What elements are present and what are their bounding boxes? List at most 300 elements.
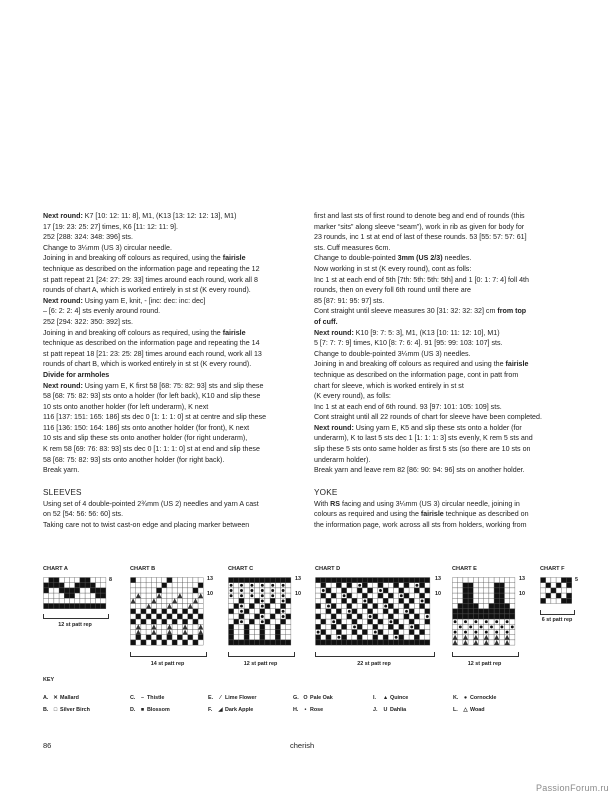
chart-cell	[458, 593, 463, 598]
chart-cell	[342, 614, 347, 619]
chart-cell	[567, 588, 572, 593]
chart-cell	[468, 635, 473, 640]
chart-cell	[567, 593, 572, 598]
chart-cell	[162, 640, 167, 645]
left_column-line	[43, 433, 326, 444]
chart-cell	[347, 583, 352, 588]
watermark: PassionForum.ru	[535, 783, 609, 793]
chart-dot	[282, 599, 285, 602]
chart-cell	[505, 588, 510, 593]
key-item-name: Woad	[470, 707, 485, 713]
chart-cell	[331, 604, 336, 609]
chart-cell	[326, 619, 331, 624]
chart-cell	[473, 583, 478, 588]
chart-cell	[383, 588, 388, 593]
chart-cell	[249, 614, 254, 619]
chart-cell	[394, 588, 399, 593]
chart-dot	[379, 589, 382, 592]
chart-cell	[352, 604, 357, 609]
right_column-line	[314, 465, 597, 476]
chart-dot	[415, 584, 418, 587]
chart-cell	[286, 604, 291, 609]
chart-cell	[484, 598, 489, 603]
right_column-text: chart for sleeve, which is worked entirely in st st	[314, 381, 464, 390]
chart-cell	[146, 624, 151, 629]
chart-cell	[409, 588, 414, 593]
chart-cell	[383, 630, 388, 635]
chart-cell	[255, 619, 260, 624]
chart-cell	[70, 593, 75, 598]
chart-cell	[368, 588, 373, 593]
chart-cell	[510, 614, 515, 619]
chart-cell	[54, 583, 59, 588]
chart-cell	[383, 640, 388, 645]
chart-cell	[101, 583, 106, 588]
right_column-line	[314, 253, 597, 264]
chart-cell	[286, 598, 291, 603]
chart-dot	[400, 594, 403, 597]
chart-cell	[183, 609, 188, 614]
chart-cell	[404, 593, 409, 598]
chart-cell	[321, 624, 326, 629]
chart-cell	[362, 609, 367, 614]
chart-cell	[326, 593, 331, 598]
chart-cell	[394, 640, 399, 645]
chart-cell	[141, 593, 146, 598]
chart-dot	[464, 620, 467, 623]
chart-cell	[188, 588, 193, 593]
chart-cell	[75, 598, 80, 603]
chart-cell	[347, 578, 352, 583]
chart-cell	[162, 598, 167, 603]
chart-cell	[183, 578, 188, 583]
chart-cell	[479, 583, 484, 588]
chart-cell	[239, 624, 244, 629]
chart-cell	[275, 588, 280, 593]
chart-cell	[453, 578, 458, 583]
key-item-symbol: U	[383, 707, 388, 713]
chart-cell	[404, 588, 409, 593]
chart-cell	[96, 583, 101, 588]
chart-cell	[255, 604, 260, 609]
chart-cell	[347, 604, 352, 609]
chart-cell	[378, 609, 383, 614]
chart-cell	[357, 578, 362, 583]
chart-cell	[368, 624, 373, 629]
chart-f-bracket	[540, 610, 575, 615]
chart-cell	[270, 635, 275, 640]
chart-cell	[59, 598, 64, 603]
key-item-letter: K.	[453, 695, 459, 701]
chart-cell	[136, 598, 141, 603]
chart-cell	[234, 624, 239, 629]
chart-dot	[395, 636, 398, 639]
chart-cell	[101, 578, 106, 583]
chart-cell	[342, 583, 347, 588]
chart-dot	[343, 594, 346, 597]
chart-cell	[342, 630, 347, 635]
chart-cell	[505, 583, 510, 588]
chart-cell	[326, 583, 331, 588]
chart-b-bracket	[130, 652, 207, 657]
chart-cell	[183, 593, 188, 598]
chart-dot	[261, 615, 264, 618]
chart-cell	[198, 609, 203, 614]
right_column-text: underarm), K to last 5 sts dec 1 [1: 1: 1: 3] sts evenly, K rem 5 sts and	[314, 434, 533, 443]
chart-cell	[352, 619, 357, 624]
chart-cell	[463, 614, 468, 619]
chart-dot	[426, 615, 429, 618]
chart-cell	[167, 609, 172, 614]
chart-b-rep: 14 st patt rep	[150, 661, 185, 667]
key-item-symbol: ◢	[218, 707, 223, 713]
chart-dot	[230, 594, 233, 597]
chart-cell	[399, 588, 404, 593]
chart-cell	[234, 609, 239, 614]
chart-dot	[337, 636, 340, 639]
right_column-text: underarm holder).	[314, 455, 371, 464]
chart-cell	[193, 604, 198, 609]
chart-cell	[404, 619, 409, 624]
chart-cell	[244, 588, 249, 593]
chart-cell	[373, 635, 378, 640]
key-item	[130, 707, 170, 713]
chart-f-row-label: 5	[575, 577, 578, 583]
right_column-text: slip these 5 sts onto same holder as first 5 sts (so there are 10 sts on	[314, 445, 531, 454]
chart-cell	[188, 614, 193, 619]
chart-cell	[342, 588, 347, 593]
key-item-letter: L.	[453, 707, 458, 713]
chart-cell	[188, 630, 193, 635]
chart-dot	[250, 594, 253, 597]
chart-cell	[336, 578, 341, 583]
chart-cell	[556, 578, 561, 583]
left_column-lead: Next round:	[43, 296, 83, 305]
left_column-line	[43, 328, 326, 339]
left_column-line	[43, 455, 326, 466]
chart-cell	[188, 583, 193, 588]
chart-cell	[162, 609, 167, 614]
chart-cell	[453, 583, 458, 588]
left_column-text: technique as described on the information page and repeating the 12	[43, 264, 260, 273]
chart-cell	[85, 588, 90, 593]
chart-cell	[425, 583, 430, 588]
chart-cell	[336, 588, 341, 593]
chart-cell	[172, 578, 177, 583]
left_column-text: st patt repeat 21 [24: 27: 29: 33] times around each round, work all 8	[43, 275, 258, 284]
chart-cell	[270, 619, 275, 624]
chart-cell	[255, 588, 260, 593]
chart-cell	[373, 593, 378, 598]
chart-cell	[331, 635, 336, 640]
chart-cell	[453, 609, 458, 614]
chart-cell	[321, 598, 326, 603]
chart-cell	[505, 604, 510, 609]
page-number: 86	[43, 741, 52, 750]
chart-dot	[459, 625, 462, 628]
left_column-line	[43, 402, 326, 413]
chart-cell	[234, 593, 239, 598]
chart-cell	[425, 640, 430, 645]
chart-cell	[347, 619, 352, 624]
chart-cell	[44, 588, 49, 593]
chart-cell	[64, 598, 69, 603]
chart-cell	[96, 604, 101, 609]
chart-cell	[409, 614, 414, 619]
chart-cell	[260, 624, 265, 629]
chart-cell	[473, 578, 478, 583]
chart-cell	[357, 619, 362, 624]
right_column-lead: Next round:	[314, 423, 354, 432]
chart-cell	[131, 619, 136, 624]
chart-cell	[70, 588, 75, 593]
chart-cell	[383, 609, 388, 614]
left_column-text: K rem 58 [69: 76: 83: 93] sts dec 0 [1: 1: 1: 0] st at end and slip these	[43, 445, 260, 454]
chart-cell	[183, 640, 188, 645]
chart-cell	[510, 609, 515, 614]
chart-cell	[468, 630, 473, 635]
chart-dot	[485, 620, 488, 623]
chart-cell	[316, 583, 321, 588]
chart-cell	[357, 609, 362, 614]
chart-cell	[362, 619, 367, 624]
chart-cell	[80, 598, 85, 603]
chart-cell	[368, 635, 373, 640]
chart-cell	[404, 578, 409, 583]
chart-cell	[286, 635, 291, 640]
chart-cell	[347, 598, 352, 603]
chart-cell	[131, 583, 136, 588]
chart-cell	[546, 578, 551, 583]
chart-cell	[167, 598, 172, 603]
chart-cell	[420, 593, 425, 598]
right_column-line	[314, 349, 597, 360]
chart-c-row-label-mid: 10	[295, 591, 301, 597]
left_column-line	[43, 211, 326, 222]
chart-cell	[316, 624, 321, 629]
chart-cell	[229, 624, 234, 629]
chart-cell	[468, 614, 473, 619]
chart-cell	[388, 640, 393, 645]
chart-dot	[363, 599, 366, 602]
chart-cell	[556, 588, 561, 593]
chart-cell	[414, 640, 419, 645]
right_column-line	[314, 338, 597, 349]
chart-dot	[474, 631, 477, 634]
chart-cell	[244, 619, 249, 624]
chart-dot	[261, 599, 264, 602]
chart-cell	[425, 604, 430, 609]
chart-dot	[384, 605, 387, 608]
chart-cell	[388, 614, 393, 619]
chart-cell	[162, 619, 167, 624]
chart-cell	[347, 630, 352, 635]
chart-cell	[229, 609, 234, 614]
chart-cell	[281, 630, 286, 635]
chart-cell	[352, 635, 357, 640]
chart-cell	[425, 598, 430, 603]
chart-cell	[101, 593, 106, 598]
chart-cell	[494, 609, 499, 614]
key-item-symbol: •	[304, 707, 307, 713]
chart-cell	[136, 609, 141, 614]
chart-cell	[541, 598, 546, 603]
chart-cell	[136, 583, 141, 588]
chart-cell	[505, 624, 510, 629]
chart-cell	[321, 640, 326, 645]
chart-dot	[271, 589, 274, 592]
chart-cell	[463, 578, 468, 583]
chart-cell	[357, 598, 362, 603]
chart-cell	[499, 598, 504, 603]
yoke-line	[314, 509, 597, 520]
chart-cell	[193, 583, 198, 588]
left_column-text: 10 sts onto another holder (for left underarm), K next	[43, 402, 209, 411]
key-item-name: Rose	[310, 707, 324, 713]
chart-cell	[193, 614, 198, 619]
chart-cell	[229, 619, 234, 624]
chart-cell	[151, 640, 156, 645]
chart-cell	[326, 635, 331, 640]
chart-cell	[373, 609, 378, 614]
chart-cell	[177, 619, 182, 624]
chart-cell	[85, 583, 90, 588]
chart-cell	[373, 640, 378, 645]
chart-cell	[85, 604, 90, 609]
chart-cell	[505, 614, 510, 619]
chart-cell	[567, 583, 572, 588]
chart-cell	[59, 588, 64, 593]
key-item-letter: J.	[373, 707, 378, 713]
chart-cell	[499, 583, 504, 588]
chart-cell	[64, 583, 69, 588]
chart-cell	[49, 598, 54, 603]
chart-cell	[275, 640, 280, 645]
chart-cell	[342, 640, 347, 645]
chart-cell	[177, 630, 182, 635]
chart-cell	[378, 635, 383, 640]
chart-cell	[352, 640, 357, 645]
chart-dot	[282, 615, 285, 618]
chart-cell	[321, 583, 326, 588]
chart-cell	[494, 614, 499, 619]
chart-cell	[249, 619, 254, 624]
chart-dot	[282, 589, 285, 592]
key-item	[293, 707, 323, 713]
left_column-line	[43, 349, 326, 360]
right_column-line	[314, 328, 597, 339]
chart-cell	[394, 583, 399, 588]
chart-cell	[136, 635, 141, 640]
chart-cell	[399, 630, 404, 635]
chart-cell	[260, 578, 265, 583]
chart-cell	[157, 578, 162, 583]
chart-cell	[131, 614, 136, 619]
chart-cell	[141, 578, 146, 583]
chart-dot	[454, 631, 457, 634]
chart-cell	[286, 578, 291, 583]
chart-cell	[265, 593, 270, 598]
chart-cell	[394, 630, 399, 635]
chart-cell	[141, 583, 146, 588]
chart-cell	[362, 635, 367, 640]
chart-cell	[336, 624, 341, 629]
chart-cell	[484, 593, 489, 598]
chart-cell	[255, 578, 260, 583]
chart-cell	[249, 598, 254, 603]
chart-cell	[131, 588, 136, 593]
chart-cell	[373, 583, 378, 588]
chart-cell	[494, 593, 499, 598]
chart-cell	[394, 619, 399, 624]
chart-cell	[342, 619, 347, 624]
right_column-text: Joining in and breaking off colours as required and using the	[314, 360, 506, 369]
chart-cell	[141, 619, 146, 624]
key-item-letter: E.	[208, 695, 214, 701]
chart-cell	[362, 630, 367, 635]
chart-cell	[499, 604, 504, 609]
yoke-line	[314, 520, 597, 531]
chart-cell	[255, 640, 260, 645]
chart-b-grid	[130, 577, 205, 647]
chart-cell	[146, 598, 151, 603]
key-item-symbol: ✕	[53, 695, 58, 701]
chart-b-row-label-top: 13	[207, 576, 213, 582]
chart-e-grid	[452, 577, 517, 647]
key-item-letter: I.	[373, 695, 376, 701]
chart-cell	[321, 609, 326, 614]
right_column-line	[314, 275, 597, 286]
chart-cell	[388, 630, 393, 635]
chart-cell	[54, 598, 59, 603]
chart-cell	[239, 640, 244, 645]
chart-c-title: CHART C	[228, 566, 254, 572]
chart-cell	[425, 624, 430, 629]
chart-cell	[336, 609, 341, 614]
chart-cell	[75, 578, 80, 583]
chart-cell	[484, 588, 489, 593]
chart-dot	[332, 620, 335, 623]
chart-cell	[265, 578, 270, 583]
chart-cell	[183, 583, 188, 588]
chart-cell	[388, 583, 393, 588]
chart-cell	[567, 578, 572, 583]
chart-cell	[70, 598, 75, 603]
chart-cell	[489, 588, 494, 593]
key-item	[293, 695, 333, 701]
chart-cell	[342, 578, 347, 583]
chart-cell	[255, 624, 260, 629]
chart-cell	[336, 593, 341, 598]
key-item-symbol: □	[53, 707, 58, 713]
left_column-text: 10 sts and slip these sts onto another holder (for right underarm),	[43, 434, 248, 443]
key-item-name: Blossom	[147, 707, 170, 713]
chart-cell	[499, 609, 504, 614]
chart-cell	[188, 598, 193, 603]
right_column-text: Cont straight until sleeve measures 30 [31: 32: 32: 32] cm	[314, 307, 498, 316]
chart-cell	[368, 593, 373, 598]
chart-a-grid	[43, 577, 107, 610]
chart-cell	[505, 598, 510, 603]
chart-cell	[244, 604, 249, 609]
chart-cell	[249, 630, 254, 635]
chart-cell	[484, 604, 489, 609]
chart-cell	[383, 593, 388, 598]
chart-cell	[275, 635, 280, 640]
chart-cell	[141, 609, 146, 614]
chart-dot	[282, 584, 285, 587]
chart-cell	[162, 588, 167, 593]
